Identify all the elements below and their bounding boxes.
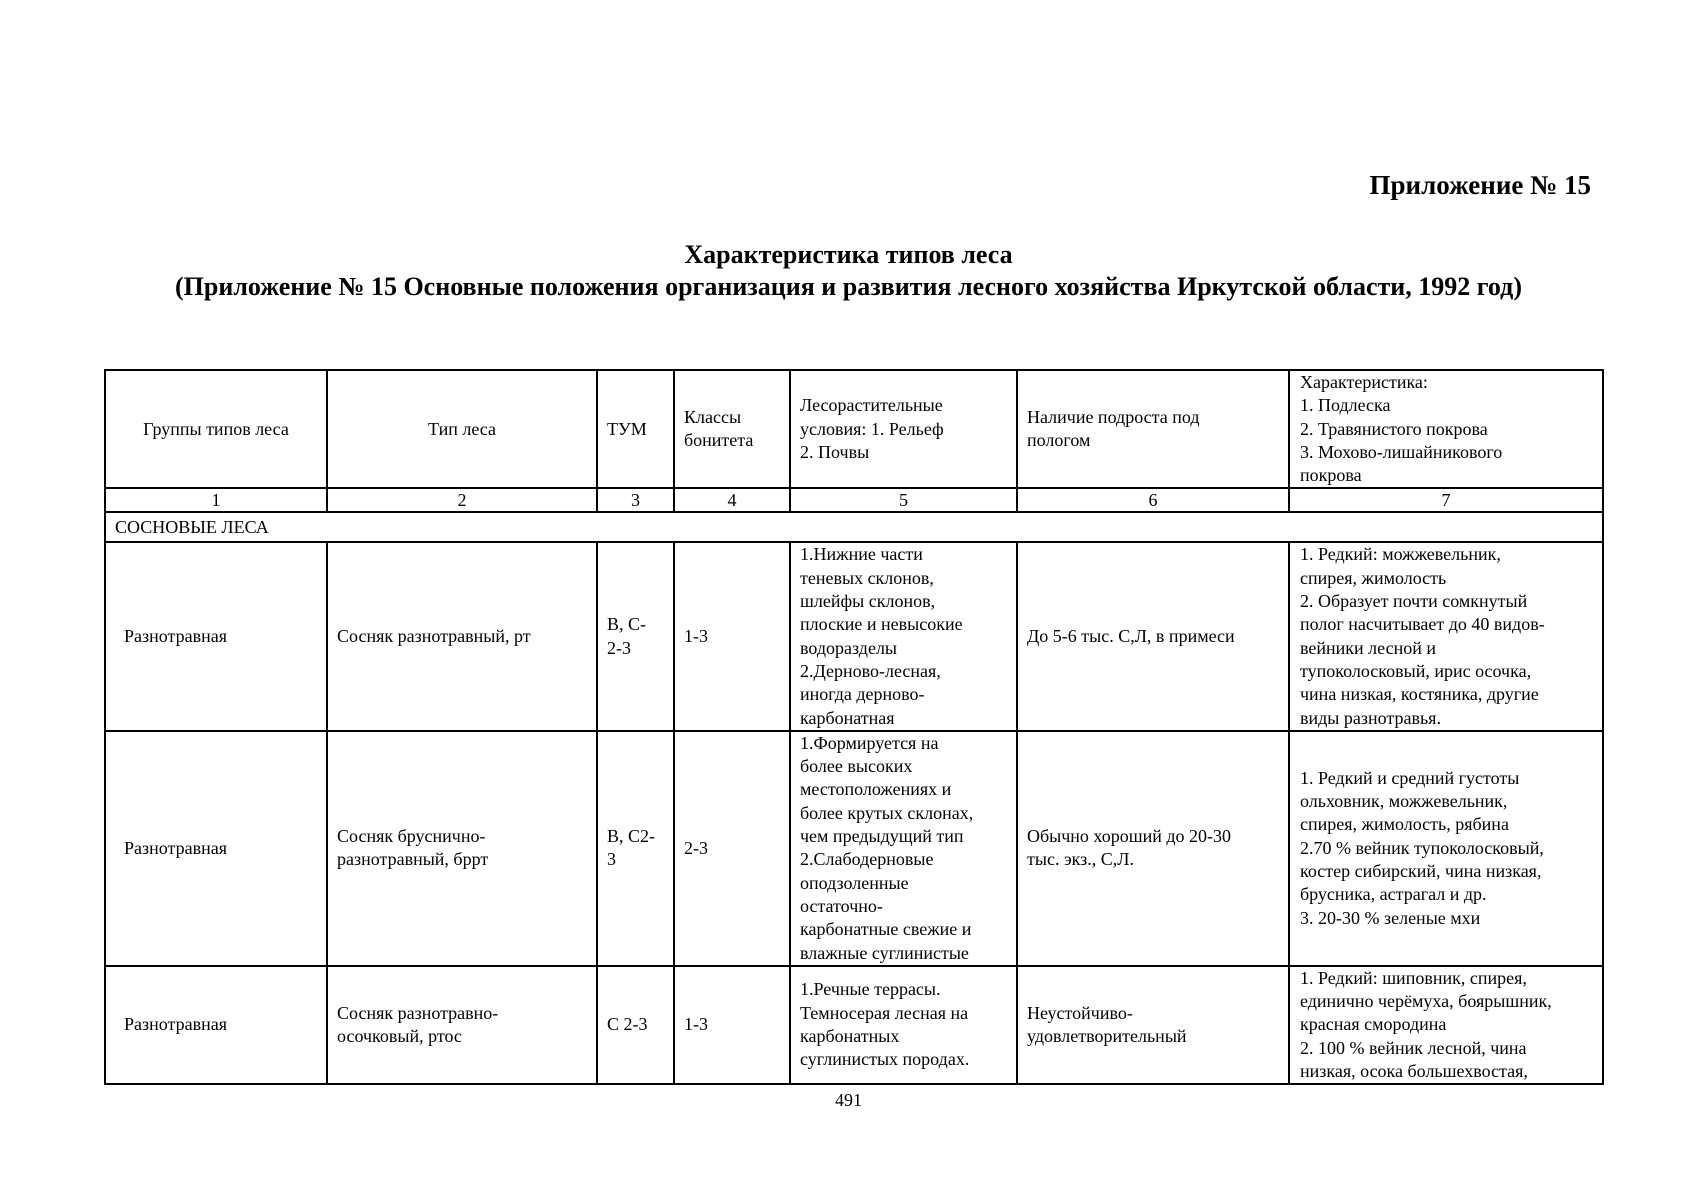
column-number: 5: [790, 488, 1017, 512]
cell-line: 2. Почвы: [800, 441, 870, 462]
cell-line: 1-3: [684, 626, 708, 647]
cell-line: 2-3: [684, 837, 708, 858]
header-characteristic: [1289, 370, 1603, 488]
cell-forest-group: [105, 966, 327, 1084]
table-row: [105, 542, 1603, 730]
header-forest-group: [105, 370, 327, 488]
cell-line: В, С-: [607, 614, 647, 635]
cell-line: бонитета: [684, 430, 754, 451]
cell-line: разнотравный, бррт: [337, 849, 489, 870]
cell-line: В, С2-: [607, 826, 656, 847]
cell-line: красная смородина: [1300, 1014, 1447, 1035]
cell-line: спирея, жимолость, рябина: [1300, 814, 1509, 835]
column-number: 3: [597, 488, 674, 512]
cell-line: более крутых склонах,: [800, 802, 974, 823]
cell-characteristic: [1289, 731, 1603, 966]
cell-line: оподзоленные: [800, 872, 909, 893]
cell-line: тыс. экз., С,Л.: [1027, 849, 1135, 870]
cell-line: 2. 100 % вейник лесной, чина: [1300, 1037, 1527, 1058]
cell-line: более высоких: [800, 756, 913, 777]
cell-line: Классы: [684, 406, 742, 427]
cell-line: чем предыдущий тип: [800, 826, 964, 847]
cell-line: костер сибирский, чина низкая,: [1300, 860, 1542, 881]
cell-line: 2-3: [607, 637, 631, 658]
header-conditions: [790, 370, 1017, 488]
table-header-row: [105, 370, 1603, 488]
cell-line: карбонатная: [800, 707, 895, 728]
header-tum: [597, 370, 674, 488]
cell-forest-group: [105, 731, 327, 966]
cell-bonitet: [674, 966, 790, 1084]
cell-line: Разнотравная: [124, 1014, 227, 1035]
cell-line: Разнотравная: [124, 626, 227, 647]
cell-line: Сосняк разнотравный, рт: [337, 626, 531, 647]
forest-types-table: [104, 369, 1604, 1085]
cell-line: водоразделы: [800, 637, 898, 658]
column-number: 4: [674, 488, 790, 512]
cell-line: 1. Редкий: можжевельник,: [1300, 544, 1501, 565]
cell-line: условия: 1. Рельеф: [800, 418, 944, 439]
cell-line: 1.Формируется на: [800, 732, 939, 753]
column-number: 1: [105, 488, 327, 512]
column-number-row: [105, 488, 1603, 512]
cell-undergrowth: [1017, 966, 1289, 1084]
cell-line: ТУМ: [607, 418, 647, 439]
cell-line: покрова: [1300, 465, 1362, 486]
cell-conditions: [790, 966, 1017, 1084]
cell-line: местоположениях и: [800, 779, 952, 800]
cell-line: шлейфы склонов,: [800, 591, 936, 612]
header-bonitet: [674, 370, 790, 488]
cell-line: 3: [607, 849, 616, 870]
appendix-label: Приложение № 15: [1369, 170, 1591, 200]
cell-tum: [597, 542, 674, 730]
header-forest-type: [327, 370, 597, 488]
section-row: [105, 512, 1603, 542]
cell-forest-type: [327, 966, 597, 1084]
cell-line: Темносерая лесная на: [800, 1002, 969, 1023]
cell-line: тупоколосковый, ирис осочка,: [1300, 660, 1532, 681]
cell-line: Наличие подроста под: [1027, 406, 1200, 427]
cell-line: Сосняк бруснично-: [337, 826, 486, 847]
cell-line: С 2-3: [607, 1014, 648, 1035]
header-undergrowth: [1017, 370, 1289, 488]
cell-line: 2. Травянистого покрова: [1300, 418, 1488, 439]
cell-line: брусника, астрагал и др.: [1300, 884, 1487, 905]
cell-line: 2.Слабодерновые: [800, 849, 934, 870]
cell-undergrowth: [1017, 731, 1289, 966]
cell-line: 1. Редкий: шиповник, спирея,: [1300, 967, 1527, 988]
cell-bonitet: [674, 731, 790, 966]
cell-line: Группы типов леса: [143, 418, 289, 439]
cell-line: 2. Образует почти сомкнутый: [1300, 591, 1528, 612]
cell-line: Обычно хороший до 20-30: [1027, 826, 1232, 847]
cell-forest-type: [327, 542, 597, 730]
cell-line: Лесорастительные: [800, 395, 943, 416]
cell-line: Неустойчиво-: [1027, 1002, 1133, 1023]
cell-line: плоские и невысокие: [800, 614, 963, 635]
cell-line: Тип леса: [428, 418, 496, 439]
cell-line: карбонатные свежие и: [800, 919, 972, 940]
cell-line: До 5-6 тыс. С,Л, в примеси: [1027, 626, 1235, 647]
cell-undergrowth: [1017, 542, 1289, 730]
cell-line: суглинистых породах.: [800, 1049, 970, 1070]
cell-line: спирея, жимолость: [1300, 567, 1447, 588]
cell-line: 1-3: [684, 1014, 708, 1035]
cell-line: полог насчитывает до 40 видов-: [1300, 614, 1545, 635]
cell-line: 3. Мохово-лишайникового: [1300, 441, 1503, 462]
cell-line: вейники лесной и: [1300, 637, 1436, 658]
cell-line: 1.Речные террасы.: [800, 979, 941, 1000]
cell-line: 1. Редкий и средний густоты: [1300, 767, 1520, 788]
cell-line: Характеристика:: [1300, 372, 1428, 392]
cell-forest-group: [105, 542, 327, 730]
cell-bonitet: [674, 542, 790, 730]
table-row: [105, 966, 1603, 1084]
cell-line: 1.Нижние части: [800, 544, 923, 565]
cell-conditions: [790, 542, 1017, 730]
column-number: 2: [327, 488, 597, 512]
document-title: Характеристика типов леса: [684, 240, 1013, 269]
cell-line: влажные суглинистые: [800, 942, 969, 963]
cell-forest-type: [327, 731, 597, 966]
page-number: 491: [835, 1090, 862, 1110]
column-number: 6: [1017, 488, 1289, 512]
cell-line: 2.70 % вейник тупоколосковый,: [1300, 837, 1544, 858]
cell-line: единично черёмуха, боярышник,: [1300, 991, 1552, 1012]
cell-tum: [597, 731, 674, 966]
cell-tum: [597, 966, 674, 1084]
cell-line: ольховник, можжевельник,: [1300, 791, 1508, 812]
cell-line: 3. 20-30 % зеленые мхи: [1300, 907, 1481, 928]
cell-line: 1. Подлеска: [1300, 395, 1391, 416]
cell-characteristic: [1289, 542, 1603, 730]
cell-line: карбонатных: [800, 1026, 900, 1047]
cell-characteristic: [1289, 966, 1603, 1084]
cell-line: пологом: [1027, 430, 1091, 451]
cell-line: Сосняк разнотравно-: [337, 1002, 499, 1023]
table-row: [105, 731, 1603, 966]
cell-line: 2.Дерново-лесная,: [800, 660, 941, 681]
cell-line: осочковый, ртос: [337, 1026, 462, 1047]
column-number: 7: [1289, 488, 1603, 512]
cell-conditions: [790, 731, 1017, 966]
cell-line: остаточно-: [800, 895, 883, 916]
cell-line: чина низкая, костяника, другие: [1300, 684, 1539, 705]
cell-line: низкая, осока большехвостая,: [1300, 1061, 1528, 1082]
cell-line: иногда дерново-: [800, 684, 925, 705]
section-title: СОСНОВЫЕ ЛЕСА: [105, 512, 1603, 542]
document-subtitle: (Приложение № 15 Основные положения организация и развития лесного хозяйства Иркутской области, 1992 год): [175, 272, 1522, 301]
cell-line: Разнотравная: [124, 837, 227, 858]
cell-line: теневых склонов,: [800, 567, 934, 588]
cell-line: удовлетворительный: [1027, 1026, 1187, 1047]
cell-line: виды разнотравья.: [1300, 707, 1441, 728]
